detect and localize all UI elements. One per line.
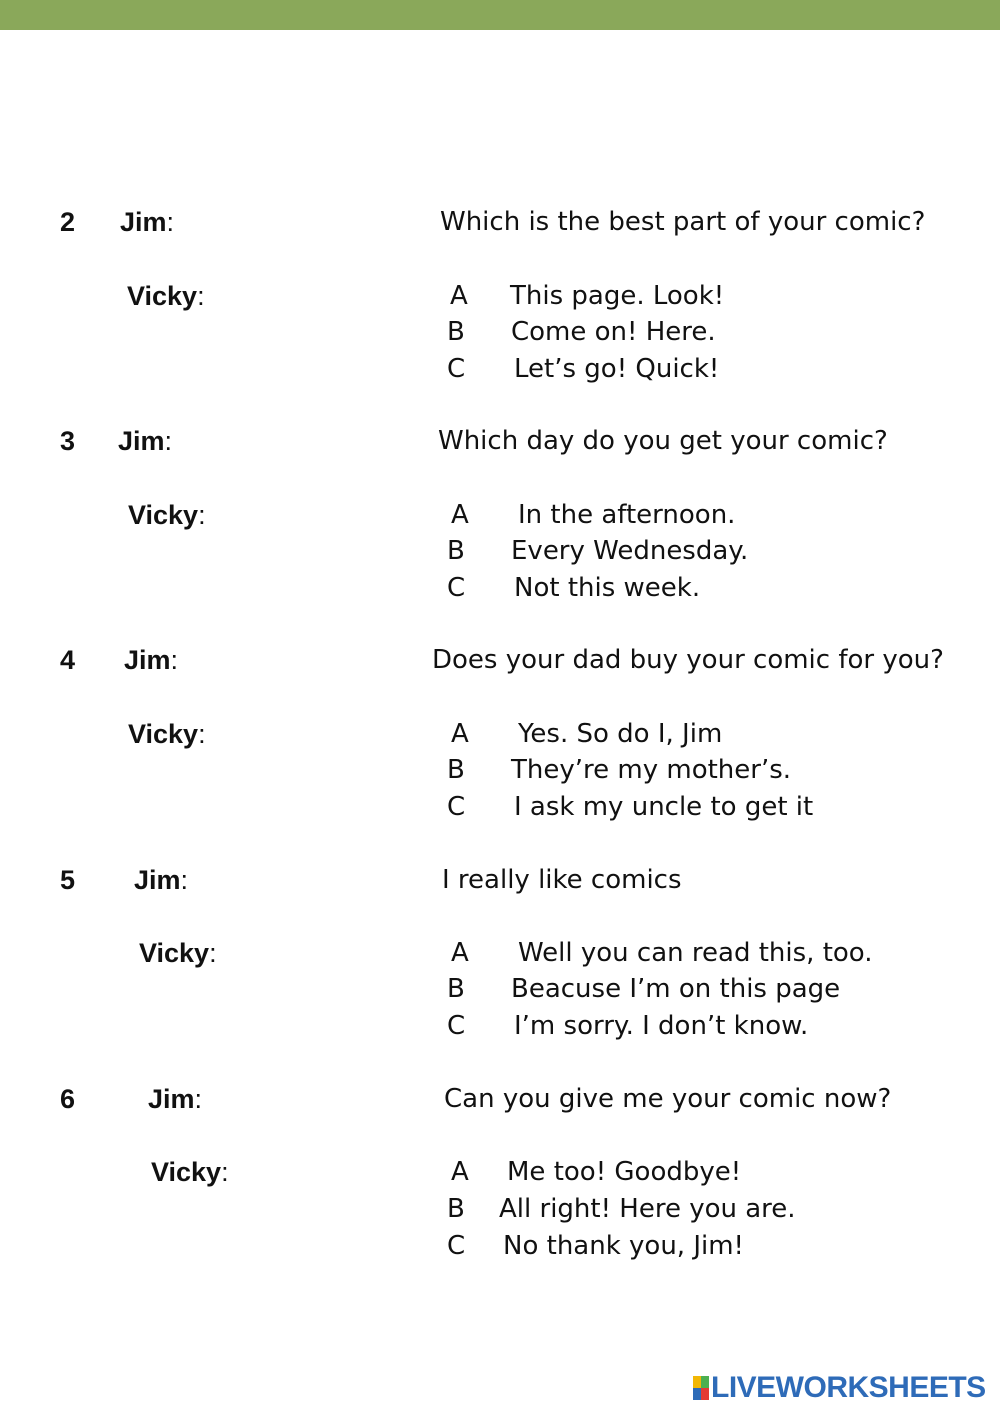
option-a[interactable]: A Yes. So do I, Jim	[451, 719, 723, 749]
question-number: 2	[60, 207, 76, 237]
speaker-jim: Jim:	[124, 645, 179, 675]
top-color-bar	[0, 0, 1000, 30]
speaker-jim: Jim:	[148, 1084, 203, 1114]
option-b[interactable]: B All right! Here you are.	[447, 1194, 796, 1224]
question-text: Can you give me your comic now?	[444, 1084, 892, 1114]
logo-grid-icon	[693, 1376, 709, 1400]
speaker-jim: Jim:	[120, 207, 175, 237]
question-number: 4	[60, 645, 76, 675]
option-a[interactable]: A This page. Look!	[450, 281, 725, 311]
question-text: Which day do you get your comic?	[438, 426, 888, 456]
option-b[interactable]: B Beacuse I’m on this page	[447, 974, 841, 1004]
option-b[interactable]: B They’re my mother’s.	[447, 755, 792, 785]
speaker-jim: Jim:	[134, 865, 189, 895]
option-b[interactable]: B Come on! Here.	[447, 317, 716, 347]
question-text: Does your dad buy your comic for you?	[432, 645, 944, 675]
liveworksheets-logo	[693, 1368, 986, 1408]
speaker-vicky: Vicky:	[127, 281, 205, 311]
speaker-vicky: Vicky:	[151, 1157, 229, 1187]
question-text: Which is the best part of your comic?	[440, 207, 926, 237]
speaker-vicky: Vicky:	[128, 500, 206, 530]
option-a[interactable]: A Well you can read this, too.	[451, 938, 873, 968]
speaker-jim: Jim:	[118, 426, 173, 456]
question-text: I really like comics	[442, 865, 682, 895]
option-c[interactable]: C Not this week.	[447, 573, 701, 603]
option-a[interactable]: A In the afternoon.	[451, 500, 736, 530]
option-c[interactable]: C I’m sorry. I don’t know.	[447, 1011, 809, 1041]
speaker-vicky: Vicky:	[128, 719, 206, 749]
speaker-vicky: Vicky:	[139, 938, 217, 968]
question-number: 5	[60, 865, 76, 895]
option-c[interactable]: C Let’s go! Quick!	[447, 354, 720, 384]
option-b[interactable]: B Every Wednesday.	[447, 536, 749, 566]
logo-text: LIVEWORKSHEETS	[711, 1371, 986, 1404]
option-c[interactable]: C No thank you, Jim!	[447, 1231, 744, 1261]
option-c[interactable]: C I ask my uncle to get it	[447, 792, 814, 822]
option-a[interactable]: A Me too! Goodbye!	[451, 1157, 742, 1187]
question-number: 6	[60, 1084, 76, 1114]
question-number: 3	[60, 426, 76, 456]
